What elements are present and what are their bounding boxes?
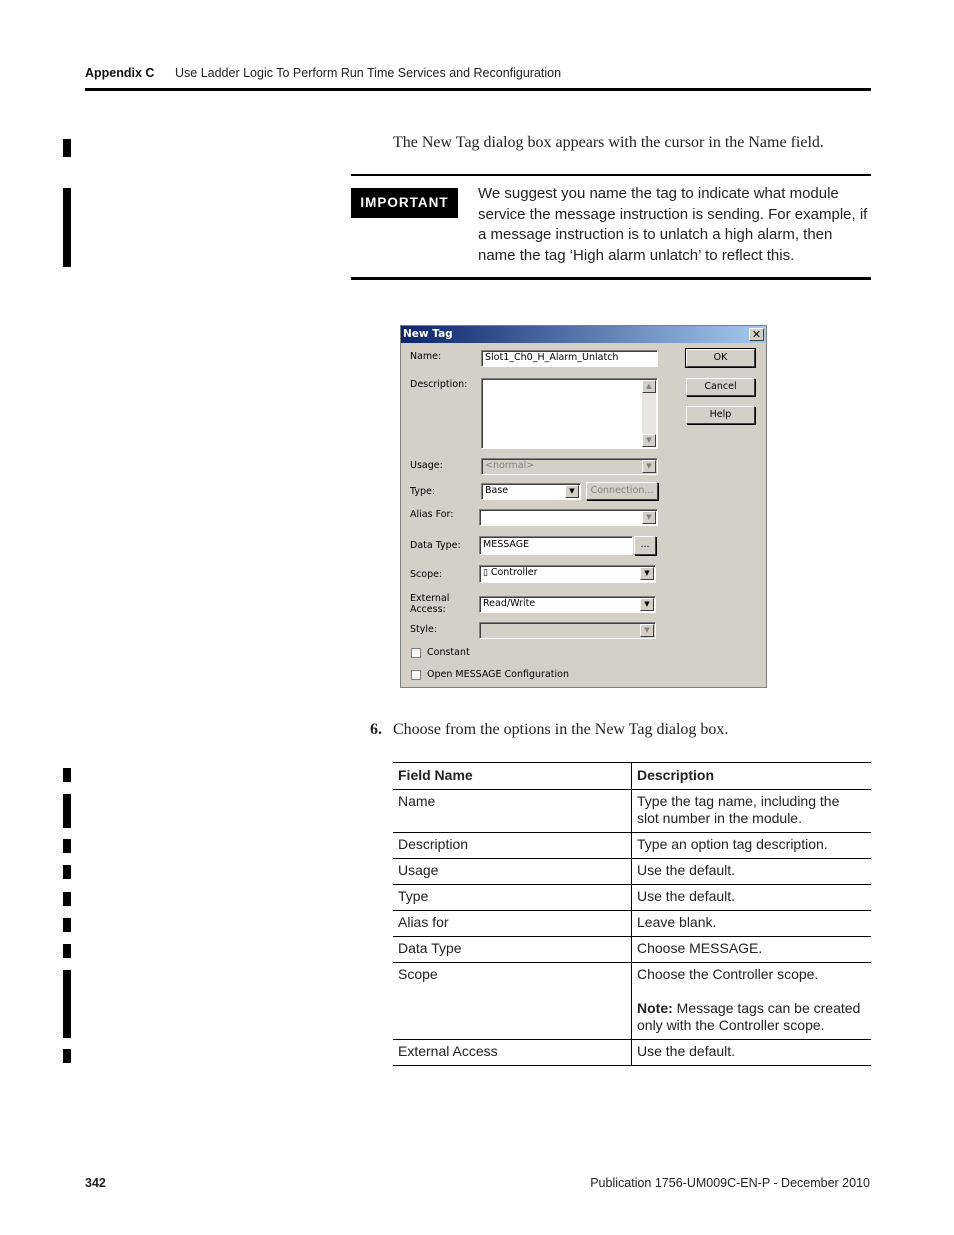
column-header-description: Description: [632, 763, 872, 790]
table-cell-field: External Access: [393, 1040, 632, 1066]
table-cell-field: Description: [393, 833, 632, 859]
browse-data-type-button[interactable]: ...: [634, 536, 656, 555]
table-row: [393, 911, 871, 937]
cancel-button[interactable]: Cancel: [686, 378, 755, 396]
constant-checkbox[interactable]: [411, 648, 421, 658]
usage-label: Usage:: [410, 460, 443, 471]
column-header-field: Field Name: [393, 763, 632, 790]
table-cell-field: Type: [393, 885, 632, 911]
table-cell-field: Usage: [393, 859, 632, 885]
open-config-checkbox[interactable]: [411, 670, 421, 680]
table-cell-desc: Type the tag name, including the slot number in the module.: [632, 790, 872, 833]
header-title: Use Ladder Logic To Perform Run Time Services and Reconfiguration: [175, 66, 562, 80]
table-row: [393, 885, 871, 911]
field-description-table: [393, 762, 871, 1066]
help-button[interactable]: Help: [686, 406, 755, 424]
header-section: Appendix C: [85, 66, 155, 80]
dialog-title-bar: [401, 326, 766, 343]
important-top-rule: [351, 174, 871, 176]
change-bar: [63, 944, 71, 958]
type-label: Type:: [410, 486, 436, 497]
table-row: [393, 937, 871, 963]
table-cell-field: Alias for: [393, 911, 632, 937]
table-cell-desc: Type an option tag description.: [632, 833, 872, 859]
chevron-down-icon[interactable]: ▼: [640, 598, 654, 611]
change-bar: [63, 970, 71, 1038]
scope-select[interactable]: ▯ Controller ▼: [479, 565, 656, 583]
change-bar: [63, 188, 71, 267]
description-field[interactable]: [481, 378, 658, 449]
table-cell-field: Scope: [393, 963, 632, 1040]
change-bar: [63, 1049, 71, 1063]
name-label: Name:: [410, 351, 442, 362]
chevron-down-icon[interactable]: ▼: [642, 511, 656, 524]
important-badge: IMPORTANT: [351, 188, 458, 218]
name-field[interactable]: Slot1_Ch0_H_Alarm_Unlatch: [481, 350, 658, 367]
open-config-label: Open MESSAGE Configuration: [427, 669, 569, 680]
table-cell-desc: [632, 963, 872, 1040]
type-select[interactable]: Base ▼: [481, 483, 581, 500]
alias-for-label: Alias For:: [410, 509, 454, 520]
table-row: [393, 859, 871, 885]
change-bar: [63, 918, 71, 932]
change-bar: [63, 139, 71, 157]
connection-button: Connection...: [586, 482, 658, 500]
publication-info: Publication 1756-UM009C-EN-P - December 2010: [590, 1176, 870, 1190]
usage-select: <normal> ▼: [481, 458, 658, 475]
chevron-down-icon[interactable]: ▼: [565, 485, 579, 498]
step-number: 6.: [370, 721, 382, 738]
table-cell-desc: Choose MESSAGE.: [632, 937, 872, 963]
table-row: [393, 1040, 871, 1066]
scroll-up-icon[interactable]: ▲: [642, 380, 656, 393]
alias-for-select[interactable]: [479, 509, 658, 526]
data-type-field[interactable]: MESSAGE: [479, 536, 633, 555]
table-cell-field: Data Type: [393, 937, 632, 963]
note-label: Note:: [637, 1000, 673, 1016]
change-bar: [63, 892, 71, 906]
chevron-down-icon[interactable]: ▼: [640, 567, 654, 580]
scope-note: [637, 1000, 865, 1034]
table-cell-desc: Use the default.: [632, 885, 872, 911]
table-row: [393, 833, 871, 859]
new-tag-dialog: [400, 325, 767, 688]
table-row: [393, 790, 871, 833]
external-access-label-2: Access:: [410, 604, 446, 615]
external-access-select[interactable]: Read/Write ▼: [479, 596, 656, 613]
data-type-label: Data Type:: [410, 540, 461, 551]
scope-desc-text: Choose the Controller scope.: [637, 966, 819, 982]
table-cell-field: Name: [393, 790, 632, 833]
external-access-label-1: External: [410, 593, 450, 604]
table-row: [393, 963, 871, 1040]
close-icon[interactable]: ✕: [749, 328, 764, 341]
intro-text: The New Tag dialog box appears with the cursor in the Name field.: [393, 134, 824, 151]
chevron-down-icon: ▼: [642, 460, 656, 473]
table-cell-desc: Use the default.: [632, 1040, 872, 1066]
change-bar: [63, 768, 71, 782]
description-scrollbar[interactable]: [642, 380, 656, 447]
controller-icon: ▯: [483, 568, 491, 578]
table-header-row: [393, 763, 871, 790]
style-select: [479, 622, 656, 639]
important-text: We suggest you name the tag to indicate what module service the message instruction is sending. For example, if a message instruction is to unlatch a high alarm, then name the tag ‘High alarm unlatch’ to reflect this.: [478, 185, 868, 264]
constant-label: Constant: [427, 647, 470, 658]
dialog-title: New Tag: [403, 328, 453, 340]
page-number: 342: [85, 1176, 106, 1190]
table-cell-desc: Use the default.: [632, 859, 872, 885]
change-bar: [63, 865, 71, 879]
header-rule: [85, 88, 871, 91]
chevron-down-icon: ▼: [640, 624, 654, 637]
style-label: Style:: [410, 624, 438, 635]
scroll-down-icon[interactable]: ▼: [642, 434, 656, 447]
important-bottom-rule: [351, 277, 871, 280]
step-text: Choose from the options in the New Tag dialog box.: [393, 721, 729, 738]
change-bar: [63, 839, 71, 853]
table-cell-desc: Leave blank.: [632, 911, 872, 937]
description-label: Description:: [410, 379, 468, 390]
ok-button[interactable]: OK: [686, 349, 755, 367]
note-text: Message tags can be created only with the Controller scope.: [637, 1000, 861, 1033]
change-bar: [63, 794, 71, 828]
scope-label: Scope:: [410, 569, 443, 580]
